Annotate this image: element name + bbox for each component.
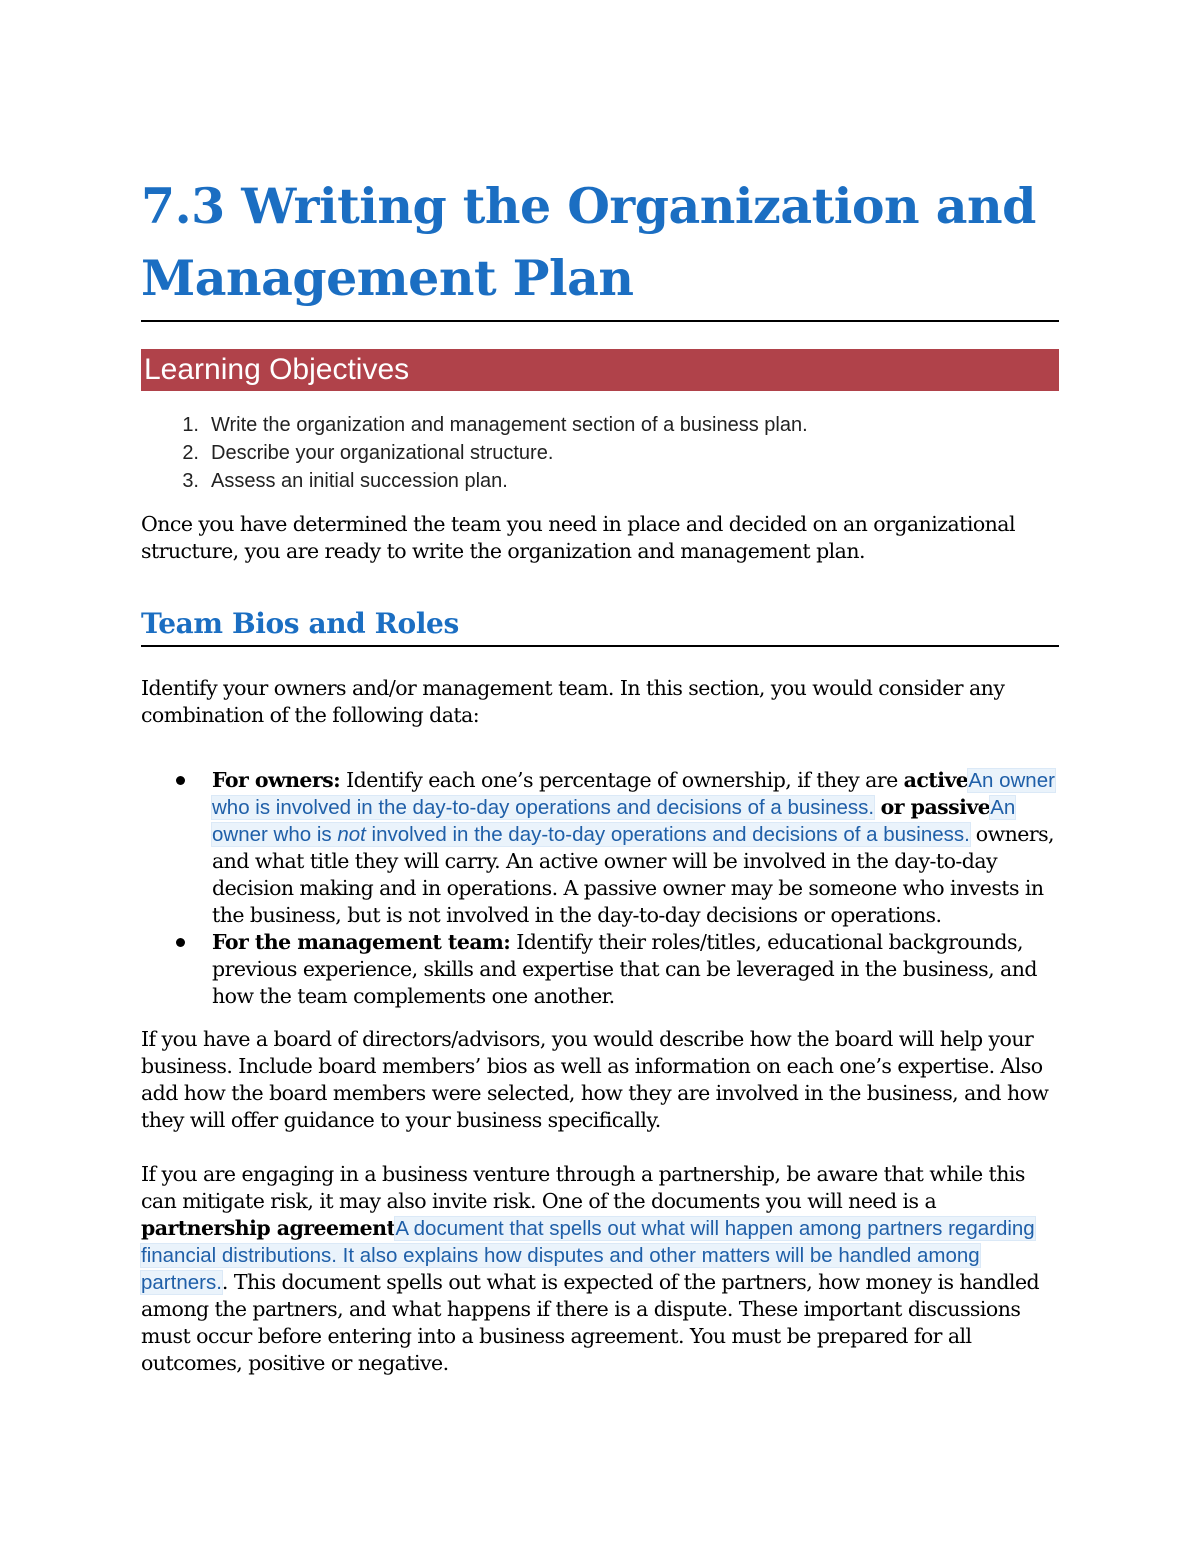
list-item xyxy=(141,767,1059,929)
bullet-text-owners xyxy=(212,767,1059,929)
data-bullet-list xyxy=(141,767,1059,1010)
list-item-text: Describe your organizational structure. xyxy=(211,442,554,464)
paragraph-text: . This document spells out what is expected of the partners, how money is handled among the partners, and what happens if there is a dispute. These important discussions must occur before entering into a business agreement. You must be prepared for all outcomes, positive or negative. xyxy=(141,1270,1040,1375)
bullet-label: For owners: xyxy=(212,768,341,792)
list-item-text: Assess an initial succession plan. xyxy=(211,470,508,492)
bullet-icon xyxy=(141,767,212,929)
bullet-text-or: or xyxy=(874,795,911,819)
bullet-text: owners, and what title they will carry. An active owner will be involved in the day-to-day decision making and in operations. A passive owner may be someone who invests in the business, but is not involved in the day-to-day decisions or operations. xyxy=(212,822,1055,927)
list-item xyxy=(141,411,1059,439)
section-heading: Team Bios and Roles xyxy=(141,605,1059,647)
list-item-text: Write the organization and management section of a business plan. xyxy=(211,414,808,436)
learning-objectives-heading: Learning Objectives xyxy=(141,349,1059,391)
glossary-term-partnership-agreement[interactable]: partnership agreement xyxy=(141,1216,396,1240)
paragraph-text: If you are engaging in a business venture through a partnership, be aware that while this can mitigate risk, it may also invite risk. One of the documents you will need is a xyxy=(141,1162,1025,1213)
partnership-paragraph xyxy=(141,1161,1059,1377)
bullet-text: Identify their roles/titles, educational backgrounds, previous experience, skills and expertise that can be leveraged in the business, and how the team complements one another. xyxy=(212,930,1037,1008)
list-item-number: 2. xyxy=(182,442,199,464)
list-item xyxy=(141,929,1059,1010)
document-page xyxy=(141,170,1059,1377)
bullet-text: Identify each one’s percentage of ownership, if they are xyxy=(340,768,904,792)
bullet-text-management xyxy=(212,929,1059,1010)
list-item xyxy=(141,467,1059,495)
bullet-label: For the management team: xyxy=(212,930,511,954)
intro-paragraph: Once you have determined the team you need in place and decided on an organizational structure, you are ready to write the organization and management plan. xyxy=(141,512,1015,563)
learning-objectives-list xyxy=(141,411,1059,495)
page-title: 7.3 Writing the Organization and Management Plan xyxy=(141,170,1059,322)
glossary-term-active[interactable]: active xyxy=(903,768,969,792)
definition-text: involved in the day-to-day operations and decisions of a business. xyxy=(365,823,970,846)
list-item-number: 1. xyxy=(182,414,199,436)
glossary-term-passive[interactable]: passive xyxy=(910,795,991,819)
glossary-definition-partnership-agreement: A document that spells out what will happen among partners regarding financial distributions. It also explains how disputes and other matters will be handled among partners. xyxy=(141,1217,1035,1294)
glossary-definition-active: An owner who is involved in the day-to-day operations and decisions of a business. xyxy=(212,769,1055,819)
identify-paragraph: Identify your owners and/or management team. In this section, you would consider any combination of the following data: xyxy=(141,676,1005,727)
board-paragraph: If you have a board of directors/advisors, you would describe how the board will help your business. Include board members’ bios as well as information on each one’s expertise. Also add how the board members were selected, how they are involved in the business, and how they will offer guidance to your business specifically. xyxy=(141,1027,1049,1132)
definition-emphasis: not xyxy=(337,823,366,846)
definition-text: An owner who is xyxy=(212,796,1016,846)
bullet-icon xyxy=(141,929,212,1010)
list-item-number: 3. xyxy=(182,470,199,492)
list-item xyxy=(141,439,1059,467)
